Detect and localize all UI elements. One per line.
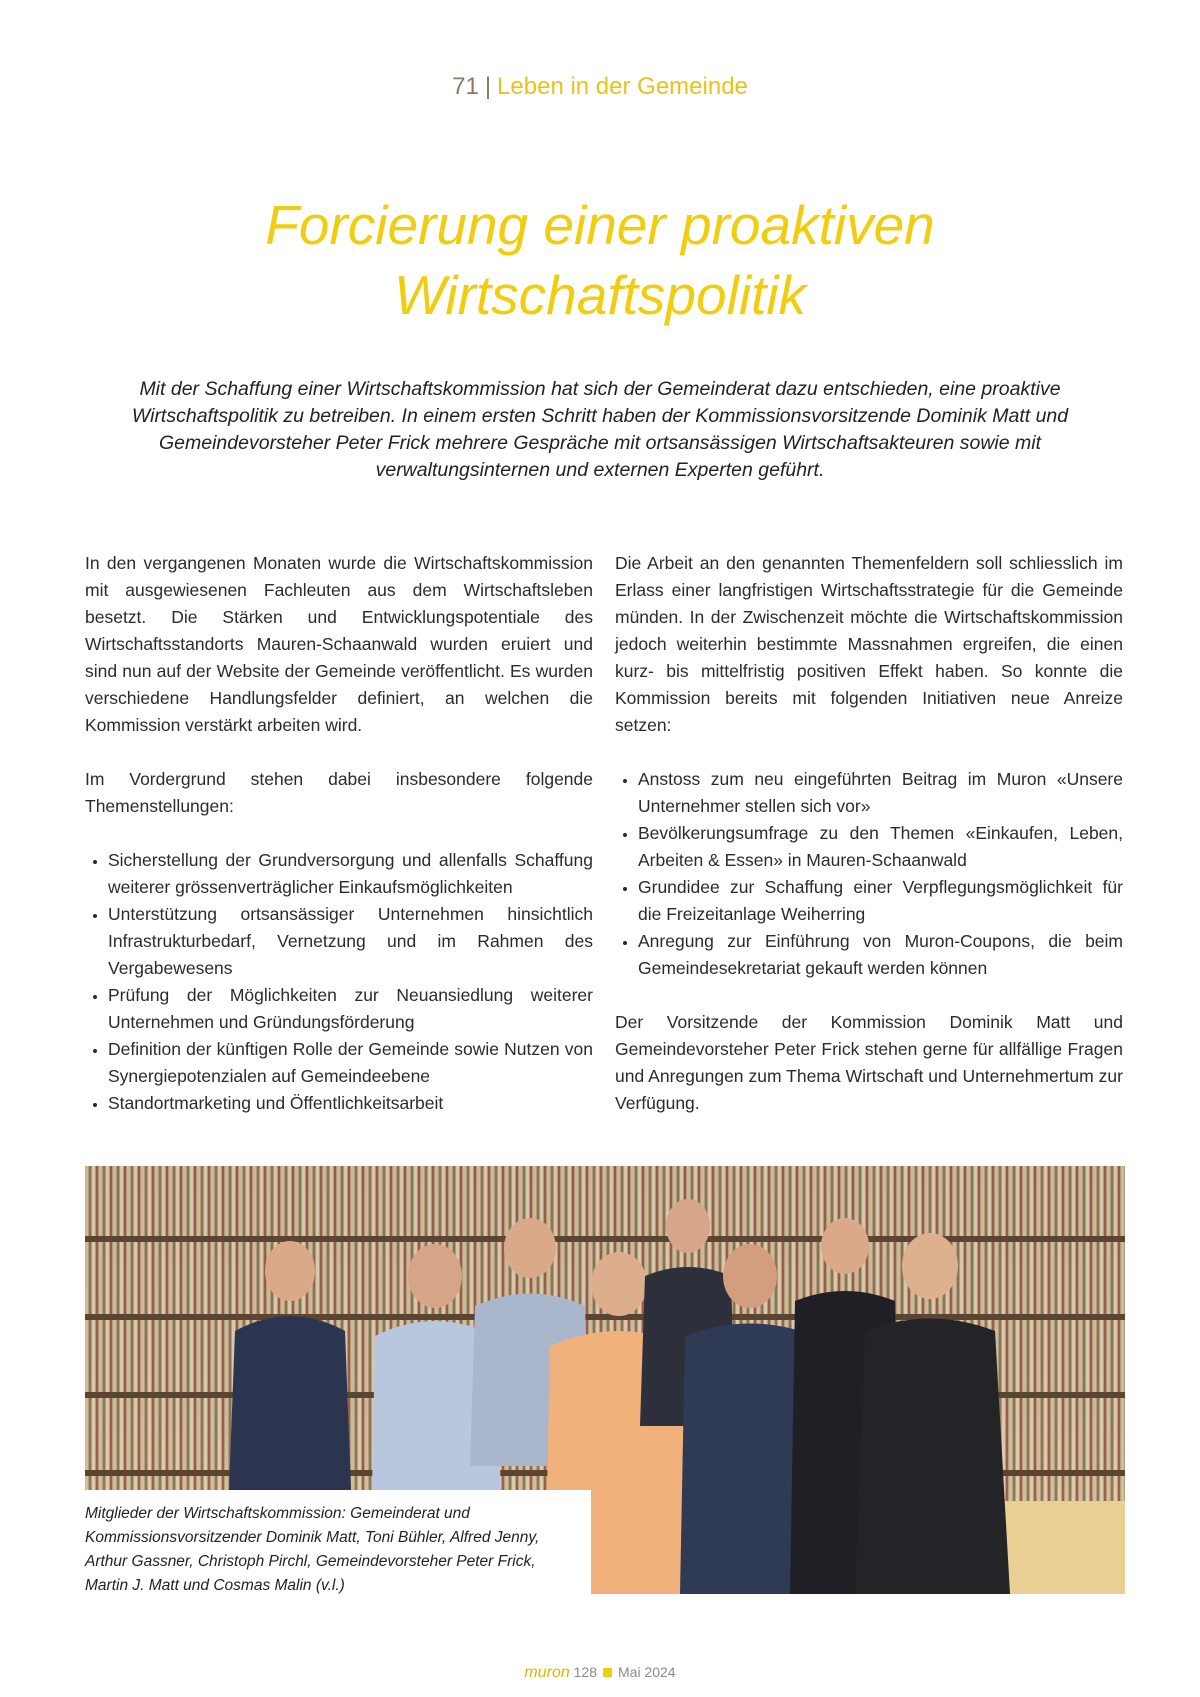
footer-issue: 128 (573, 1664, 597, 1680)
list-item: • Anstoss zum neu eingeführten Beitrag im Muron «Unsere Unternehmer stellen sich vor» (638, 766, 1123, 820)
left-column (85, 550, 593, 1144)
left-paragraph-1: In den vergangenen Monaten wurde die Wirtschaftskommission mit ausgewiesenen Fachleuten aus dem Wirtschaftsleben besetzt. Die Stärken und Entwicklungspotentiale des Wirtschaftsstandorts Mauren-Schaanwald wurden eruiert und sind nun auf der Website der Gemeinde veröffentlicht. Es wurden verschiedene Handlungsfelder definiert, an welchen die Kommission verstärkt arbeiten wird. (85, 553, 593, 735)
page-number: 71 (452, 73, 479, 100)
right-column (615, 550, 1123, 1144)
article-title-line2: Wirtschaftspolitik (393, 264, 807, 326)
list-item: • Grundidee zur Schaffung einer Verpflegungsmöglichkeit für die Freizeitanlage Weiherring (638, 874, 1123, 928)
list-item: • Definition der künftigen Rolle der Gemeinde sowie Nutzen von Synergiepotenzialen auf Gemeindeebene (108, 1036, 593, 1090)
section-title: Leben in der Gemeinde (497, 73, 748, 100)
list-item: • Standortmarketing und Öffentlichkeitsarbeit (108, 1090, 593, 1117)
right-paragraph-2: Der Vorsitzende der Kommission Dominik Matt und Gemeindevorsteher Peter Frick stehen gerne für allfällige Fragen und Anregungen zum Thema Wirtschaft und Unternehmertum zur Verfügung. (615, 1012, 1123, 1113)
header-separator: | (484, 73, 492, 100)
article-title-line1: Forcierung einer proaktiven (265, 194, 935, 256)
article-lead: Mit der Schaffung einer Wirtschaftskommission hat sich der Gemeinderat dazu entschieden, eine proaktive Wirtschaftspolitik zu betreiben. In einem ersten Schritt haben der Kommissionsvorsitzende Dominik Matt und Gemeindevorsteher Peter Frick mehrere Gespräche mit ortsansässigen Wirtschaftsakteuren sowie mit verwaltungsinternen und externen Experten geführt. (131, 378, 1069, 481)
right-bullet-list (615, 766, 1123, 982)
list-item: • Prüfung der Möglichkeiten zur Neuansiedlung weiterer Unternehmen und Gründungsförderung (108, 982, 593, 1036)
footer-square-icon (603, 1668, 612, 1677)
list-item: • Bevölkerungsumfrage zu den Themen «Einkaufen, Leben, Arbeiten & Essen» in Mauren-Schaanwald (638, 820, 1123, 874)
footer-brand: muron (524, 1664, 570, 1681)
left-paragraph-2: Im Vordergrund stehen dabei insbesondere folgende Themenstellungen: (85, 769, 593, 816)
list-item: • Sicherstellung der Grundversorgung und allenfalls Schaffung weiterer grössenverträglicher Einkaufsmöglichkeiten (108, 847, 593, 901)
list-item: • Anregung zur Einführung von Muron-Coupons, die beim Gemeindesekretariat gekauft werden können (638, 928, 1123, 982)
page-header (0, 72, 1200, 102)
page-footer (0, 1663, 1200, 1682)
right-paragraph-1: Die Arbeit an den genannten Themenfeldern soll schliesslich im Erlass einer langfristigen Wirtschaftsstrategie für die Gemeinde münden. In der Zwischenzeit möchte die Wirtschaftskommission jedoch weiterhin bestimmte Massnahmen ergreifen, die einen kurz- bis mittelfristig positiven Effekt haben. So konnte die Kommission bereits mit folgenden Initiativen neue Anreize setzen: (615, 553, 1123, 735)
footer-date: Mai 2024 (618, 1664, 676, 1680)
list-item: • Unterstützung ortsansässiger Unternehmen hinsichtlich Infrastrukturbedarf, Vernetzung und im Rahmen des Vergabewesens (108, 901, 593, 982)
photo-caption: Mitglieder der Wirtschaftskommission: Gemeinderat und Kommissionsvorsitzender Dominik Matt, Toni Bühler, Alfred Jenny, Arthur Gassner, Christoph Pirchl, Gemeindevorsteher Peter Frick, Martin J. Matt und Cosmas Malin (v.l.) (85, 1505, 540, 1594)
article-title (0, 190, 1200, 330)
left-bullet-list (85, 847, 593, 1117)
